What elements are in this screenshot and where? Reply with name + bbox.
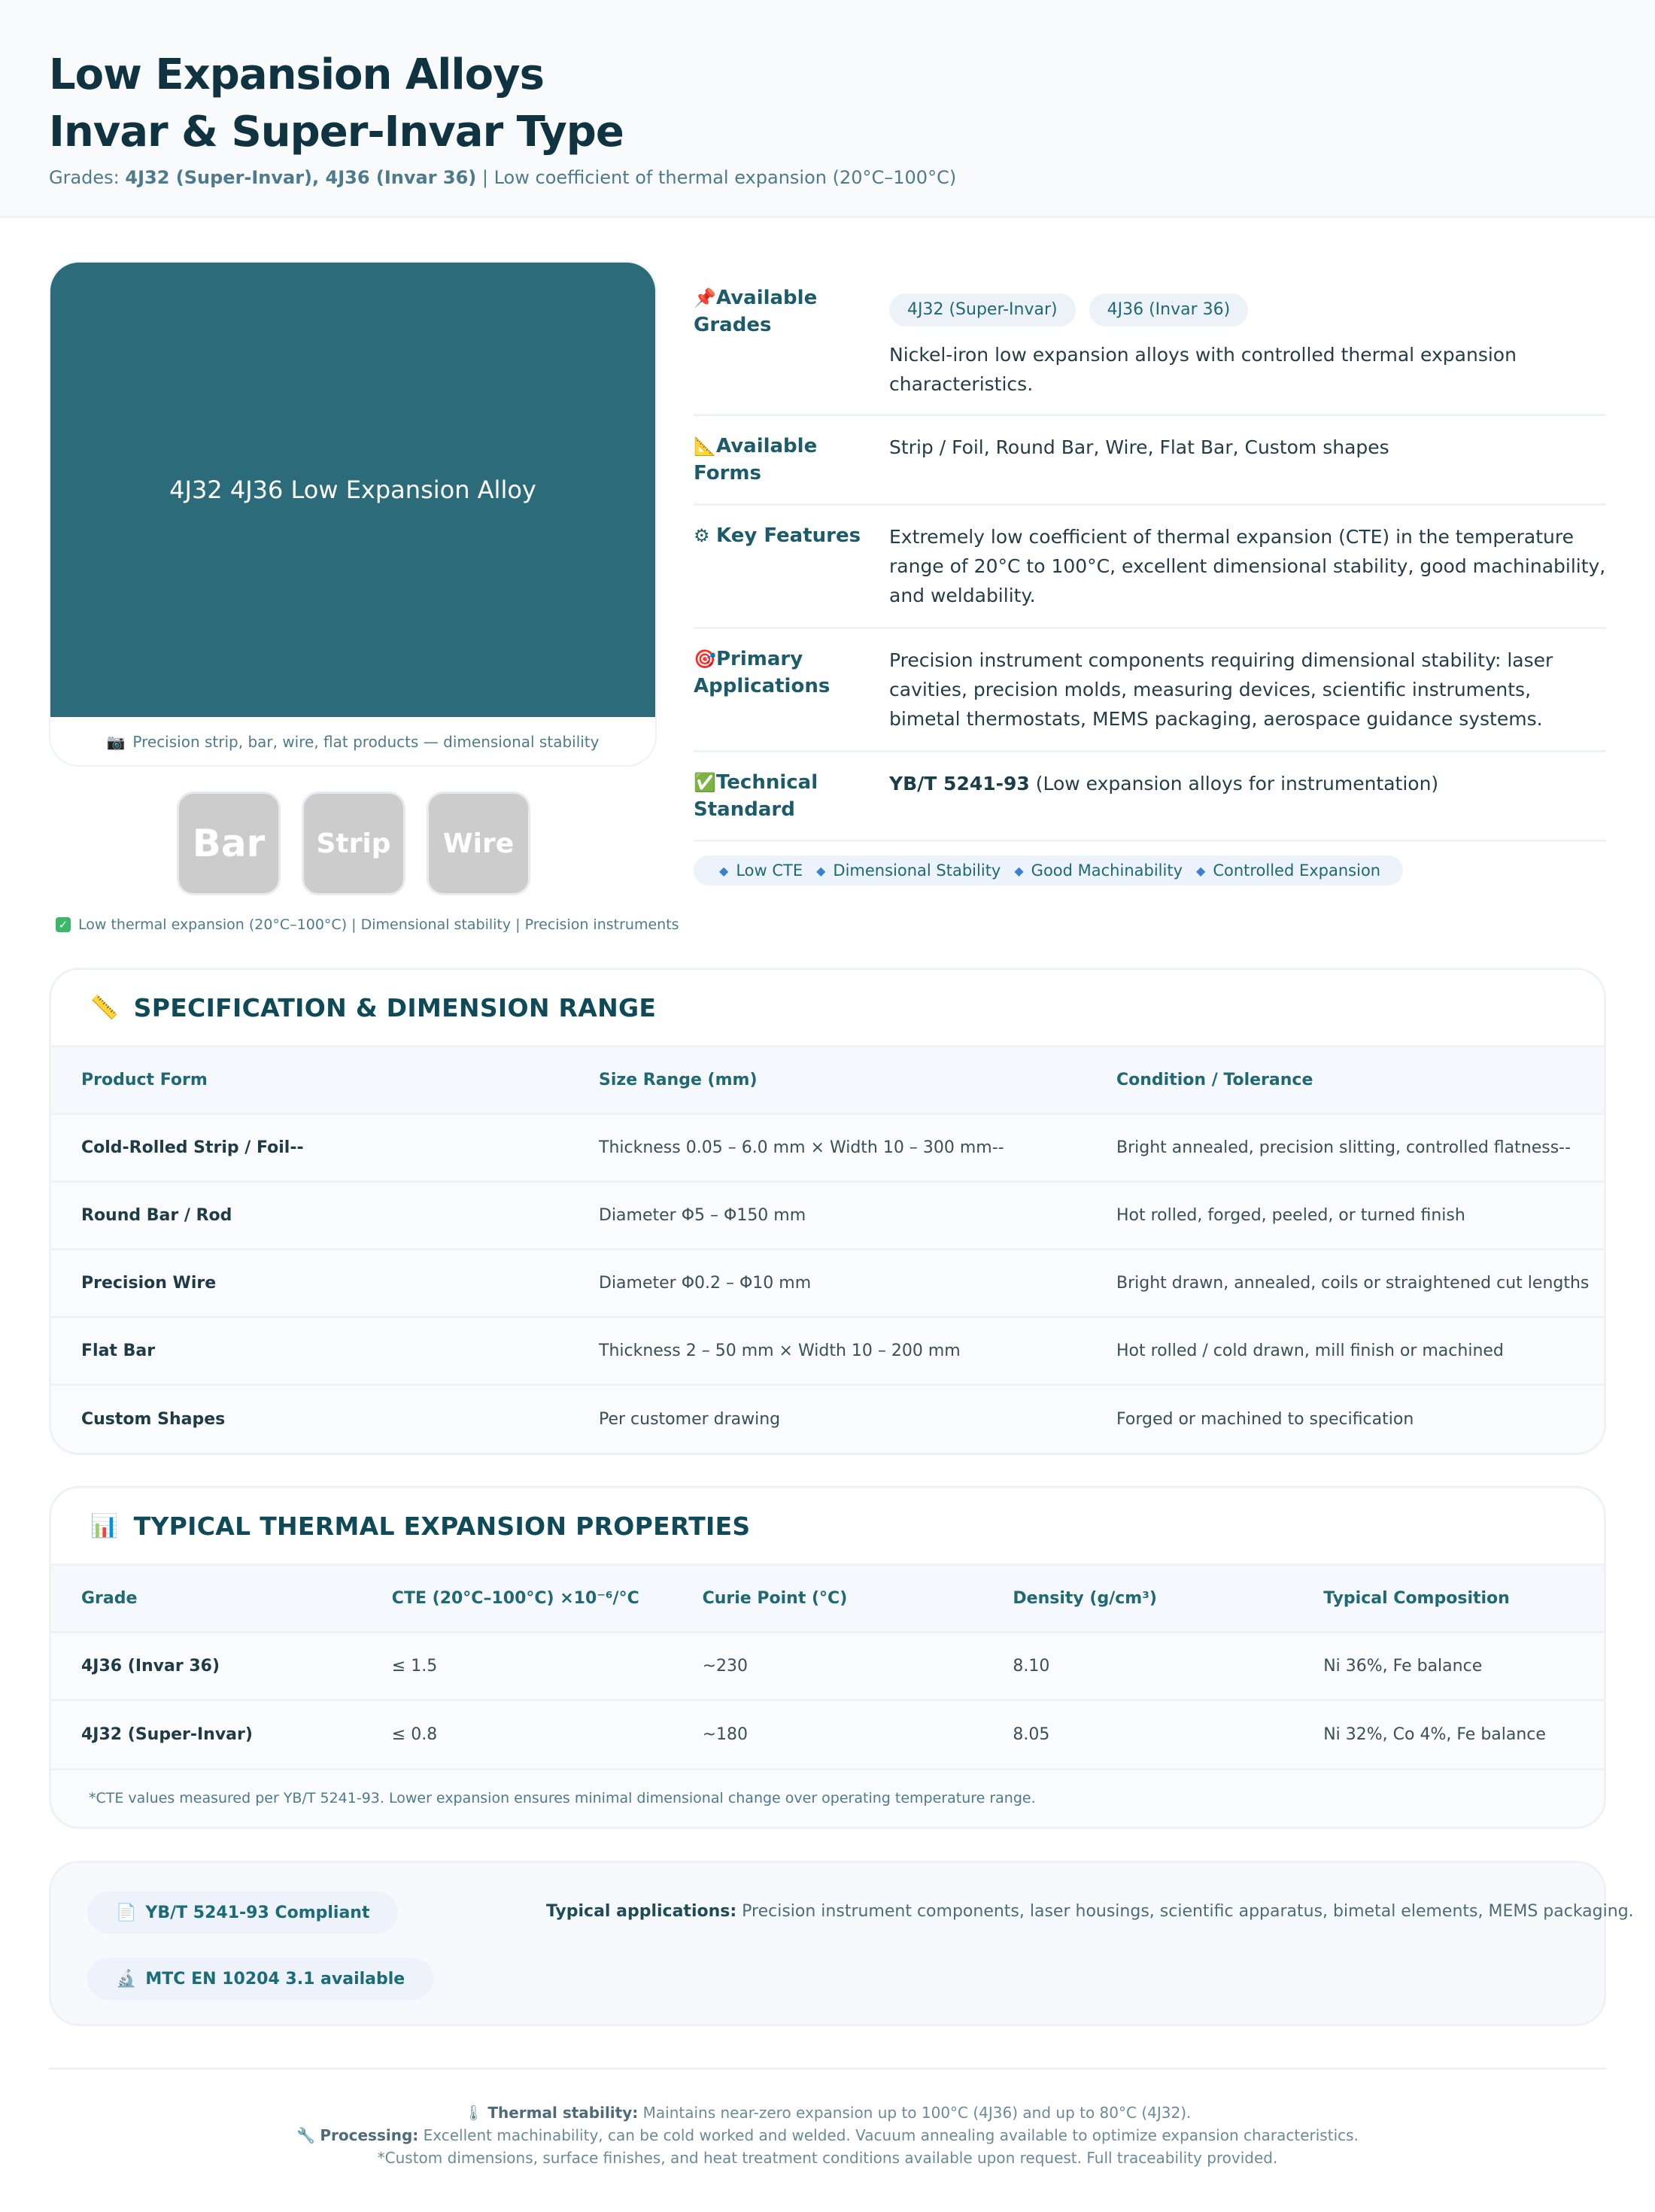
table-row xyxy=(51,1114,1604,1182)
tag-label: Good Machinability xyxy=(1031,861,1183,880)
page-header xyxy=(0,0,1655,218)
table-header-row xyxy=(51,1565,1604,1633)
thermal-table-title xyxy=(51,1488,1604,1563)
table-cell: Flat Bar xyxy=(51,1317,569,1385)
table-cell: 4J36 (Invar 36) xyxy=(51,1633,362,1700)
table-row xyxy=(51,1633,1604,1700)
subtitle-grades: 4J32 (Super-Invar), 4J36 (Invar 36) xyxy=(125,167,477,188)
diamond-icon: ◆ xyxy=(1014,863,1024,878)
spec-row-features xyxy=(694,506,1606,629)
product-image xyxy=(50,263,655,717)
spec-label-applications xyxy=(694,646,889,734)
table-cell: Round Bar / Rod xyxy=(51,1182,569,1250)
grade-chip-4j36[interactable]: 4J36 (Invar 36) xyxy=(1089,293,1249,327)
spec-value-applications: Precision instrument components requiring dimensional stability: laser cavities, precision molds, measuring devices, scientific instruments, bimetal thermostats, MEMS packaging, aerospace guidance systems. xyxy=(889,649,1553,730)
tag-label: Dimensional Stability xyxy=(833,861,1001,880)
wrench-icon: 🔧 xyxy=(296,2126,315,2144)
spec-label-forms xyxy=(694,433,889,487)
table-row xyxy=(51,1385,1604,1453)
column-header: Grade xyxy=(51,1565,362,1633)
product-image-label: 4J32 4J36 Low Expansion Alloy xyxy=(169,476,536,504)
tag-label: Controlled Expansion xyxy=(1213,861,1381,880)
image-caption-text: Precision strip, bar, wire, flat products — dimensional stability xyxy=(132,733,600,751)
table-row xyxy=(51,1317,1604,1385)
spec-label-text: Available Forms xyxy=(694,435,818,485)
table-row xyxy=(51,1182,1604,1250)
table-cell: ≤ 1.5 xyxy=(362,1633,673,1700)
ruler-icon: 📏 xyxy=(90,994,119,1021)
spec-table-title-text: SPECIFICATION & DIMENSION RANGE xyxy=(133,992,657,1022)
spec-value-forms: Strip / Foil, Round Bar, Wire, Flat Bar, Custom shapes xyxy=(889,436,1389,458)
table-cell: Per customer drawing xyxy=(569,1385,1086,1453)
footer-processing-line xyxy=(0,2124,1655,2147)
table-cell: Diameter Φ5 – Φ150 mm xyxy=(569,1182,1086,1250)
table-row xyxy=(51,1250,1604,1317)
bar-chart-icon: 📊 xyxy=(90,1512,119,1539)
badge-standard-compliant xyxy=(87,1891,398,1934)
image-caption xyxy=(50,717,655,767)
spec-row-grades xyxy=(694,275,1606,416)
badge-label: YB/T 5241-93 Compliant xyxy=(145,1903,370,1922)
table-cell: Precision Wire xyxy=(51,1250,569,1317)
table-cell: ~230 xyxy=(673,1633,983,1700)
footer-divider xyxy=(49,2068,1606,2070)
diamond-icon: ◆ xyxy=(719,863,729,878)
footer-thermal-line xyxy=(0,2101,1655,2124)
table-cell: Ni 36%, Fe balance xyxy=(1293,1633,1604,1700)
table-cell: ≤ 0.8 xyxy=(362,1700,673,1768)
diamond-icon: ◆ xyxy=(816,863,826,878)
standard-description: (Low expansion alloys for instrumentation) xyxy=(1029,773,1439,795)
table-cell: Cold-Rolled Strip / Foil-- xyxy=(51,1114,569,1182)
standard-code: YB/T 5241-93 xyxy=(889,773,1030,795)
thermal-label: Thermal stability: xyxy=(487,2104,639,2122)
column-header: Product Form xyxy=(51,1047,569,1114)
spec-label-text: Primary Applications xyxy=(694,648,831,697)
table-cell: Bright annealed, precision slitting, controlled flatness-- xyxy=(1086,1114,1604,1182)
microscope-icon: 🔬 xyxy=(116,1969,137,1989)
spec-label-standard xyxy=(694,769,889,823)
spec-row-forms xyxy=(694,416,1606,506)
title-line-2: Invar & Super-Invar Type xyxy=(49,108,624,156)
gear-icon: ⚙ xyxy=(694,525,710,546)
thermometer-icon: 🌡 xyxy=(463,2104,483,2122)
triangle-ruler-icon: 📐 xyxy=(694,436,716,457)
page-footer xyxy=(0,2101,1655,2169)
check-icon: ✓ xyxy=(56,917,71,932)
grade-chips xyxy=(889,293,1606,327)
thumbnail-wire[interactable]: Wire xyxy=(427,792,530,895)
thumbnail-bar[interactable]: Bar xyxy=(177,792,281,895)
column-header: Density (g/cm³) xyxy=(982,1565,1293,1633)
product-image-card xyxy=(49,261,657,767)
spec-value-features: Extremely low coefficient of thermal expansion (CTE) in the temperature range of 20°C to 100°C, excellent dimensional stability, good machinability, and weldability. xyxy=(889,526,1606,606)
subtitle-suffix: | Low coefficient of thermal expansion (20°C–100°C) xyxy=(476,167,957,188)
title-line-1: Low Expansion Alloys xyxy=(49,50,544,99)
compliance-box xyxy=(49,1861,1634,2026)
spec-table-card xyxy=(49,968,1606,1455)
tag-controlled-expansion xyxy=(1196,861,1380,880)
spec-label-grades xyxy=(694,284,889,399)
spec-table xyxy=(51,1045,1604,1453)
thermal-table xyxy=(51,1563,1604,1768)
table-row xyxy=(51,1700,1604,1768)
spec-label-text: Key Features xyxy=(716,524,861,547)
spec-value-grades xyxy=(889,284,1606,399)
processing-text: Excellent machinability, can be cold worked and welded. Vacuum annealing available to optimize expansion characteristics. xyxy=(418,2126,1359,2144)
thumbnail-gallery xyxy=(177,792,530,895)
spec-label-features xyxy=(694,522,889,610)
thumbnail-strip[interactable]: Strip xyxy=(302,792,405,895)
processing-label: Processing: xyxy=(320,2126,419,2144)
page-subtitle xyxy=(49,167,956,188)
column-header: Condition / Tolerance xyxy=(1086,1047,1604,1114)
table-cell: 8.10 xyxy=(982,1633,1293,1700)
table-cell: Thickness 0.05 – 6.0 mm × Width 10 – 300 mm-- xyxy=(569,1114,1086,1182)
spec-label-text: Available Grades xyxy=(694,287,818,336)
tag-good-machinability xyxy=(1014,861,1183,880)
badge-label: MTC EN 10204 3.1 available xyxy=(145,1969,405,1989)
spec-table-title xyxy=(51,970,1604,1045)
column-header: Size Range (mm) xyxy=(569,1047,1086,1114)
spec-row-applications xyxy=(694,629,1606,752)
table-cell: ~180 xyxy=(673,1700,983,1768)
tag-low-cte xyxy=(719,861,803,880)
spec-value-standard xyxy=(889,769,1606,823)
page-title xyxy=(49,47,624,161)
pushpin-icon: 📌 xyxy=(694,287,716,308)
typical-applications xyxy=(546,1902,1634,1921)
table-header-row xyxy=(51,1047,1604,1114)
footer-note: *Custom dimensions, surface finishes, and heat treatment conditions available upon request. Full traceability provided. xyxy=(377,2149,1278,2167)
thermal-table-title-text: TYPICAL THERMAL EXPANSION PROPERTIES xyxy=(133,1511,751,1541)
table-cell: 8.05 xyxy=(982,1700,1293,1768)
camera-icon: 📷 xyxy=(106,733,126,751)
spec-label-text: Technical Standard xyxy=(694,771,818,821)
table-cell: Forged or machined to specification xyxy=(1086,1385,1604,1453)
column-header: Typical Composition xyxy=(1293,1565,1604,1633)
target-icon: 🎯 xyxy=(694,649,716,670)
apps-text: Precision instrument components, laser housings, scientific apparatus, bimetal elements, MEMS packaging. xyxy=(736,1902,1634,1921)
table-cell: Hot rolled / cold drawn, mill finish or machined xyxy=(1086,1317,1604,1385)
table-cell: Hot rolled, forged, peeled, or turned finish xyxy=(1086,1182,1604,1250)
thermal-table-card xyxy=(49,1486,1606,1829)
check-mark-icon: ✅ xyxy=(694,772,716,793)
table-cell: 4J32 (Super-Invar) xyxy=(51,1700,362,1768)
grades-description: Nickel-iron low expansion alloys with controlled thermal expansion characteristics. xyxy=(889,344,1517,395)
tag-label: Low CTE xyxy=(736,861,803,880)
spec-row-standard xyxy=(694,752,1606,842)
table-cell: Thickness 2 – 50 mm × Width 10 – 200 mm xyxy=(569,1317,1086,1385)
subtitle-prefix: Grades: xyxy=(49,167,126,188)
table-cell: Bright drawn, annealed, coils or straightened cut lengths xyxy=(1086,1250,1604,1317)
table-cell: Custom Shapes xyxy=(51,1385,569,1453)
tag-dimensional-stability xyxy=(816,861,1001,880)
highlight-note-text: Low thermal expansion (20°C–100°C) | Dimensional stability | Precision instruments xyxy=(78,916,679,933)
table-cell: Diameter Φ0.2 – Φ10 mm xyxy=(569,1250,1086,1317)
column-header: CTE (20°C–100°C) ×10⁻⁶/°C xyxy=(362,1565,673,1633)
thermal-text: Maintains near-zero expansion up to 100°C (4J36) and up to 80°C (4J32). xyxy=(638,2104,1192,2122)
badge-mtc-available xyxy=(87,1958,433,2000)
spec-list xyxy=(694,275,1606,886)
table-footnote: *CTE values measured per YB/T 5241-93. Lower expansion ensures minimal dimensional change over operating temperature range. xyxy=(51,1768,1604,1827)
highlight-note xyxy=(56,916,679,933)
grade-chip-4j32[interactable]: 4J32 (Super-Invar) xyxy=(889,293,1076,327)
feature-tags xyxy=(694,855,1403,886)
document-icon: 📄 xyxy=(116,1903,137,1922)
column-header: Curie Point (°C) xyxy=(673,1565,983,1633)
apps-label: Typical applications: xyxy=(546,1902,737,1921)
diamond-icon: ◆ xyxy=(1196,863,1206,878)
table-cell: Ni 32%, Co 4%, Fe balance xyxy=(1293,1700,1604,1768)
